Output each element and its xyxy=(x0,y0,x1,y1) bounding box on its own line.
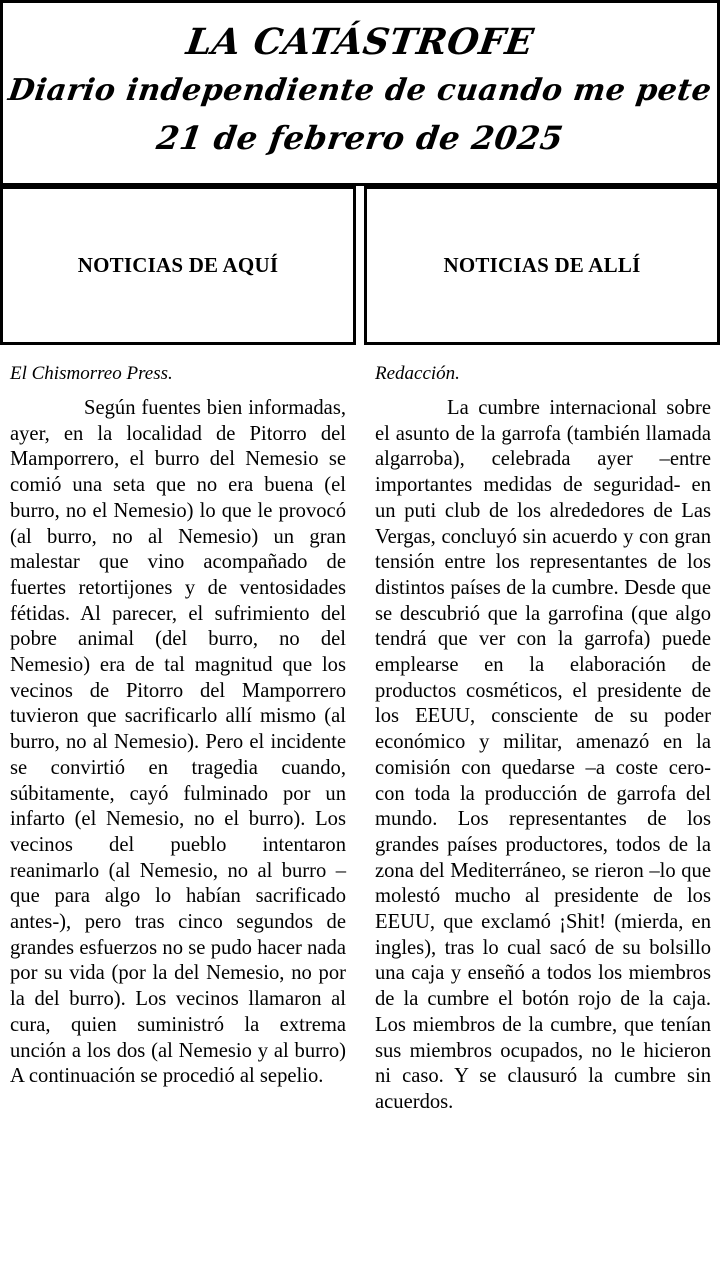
section-header-local xyxy=(0,186,356,345)
newspaper-date: 21 de febrero de 2025 xyxy=(154,119,566,157)
article-left-byline: El Chismorreo Press. xyxy=(10,363,173,384)
article-right-byline: Redacción. xyxy=(375,363,460,384)
section-heading-foreign: NOTICIAS DE ALLÍ xyxy=(443,253,641,277)
newspaper-title: LA CATÁSTROFE xyxy=(183,21,537,63)
section-header-foreign xyxy=(364,186,720,345)
article-right-body: La cumbre internacional sobre el asunto de la garrofa (también llamada algarroba), celebrada ayer –entre importantes medidas de seguridad- en un puti club de los alrededores de Las Vergas, concluyó sin acuerdo y con gran tensión entre los representantes de los distintos países de la cumbre. Desde que se descubrió que la garrofina (que algo tendrá que ver con la garrofa) puede emplearse en la elaboración de productos cosméticos, el presidente de los EEUU, consciente de su poder económico y militar, amenazó en la comisión con quedarse –a coste cero- con toda la producción de garrofa del mundo. Los representantes de los grandes países productores, todos de la zona del Mediterráneo, se rieron –lo que molestó mucho al presidente de los EEUU, que exclamó ¡Shit! (mierda, en ingles), tras lo cual sacó de su bolsillo una caja y enseñó a todos los miembros de la cumbre el botón rojo de la caja. Los miembros de la cumbre, que tenían sus miembros ocupados, no le hicieron ni caso. Y se clausuró la cumbre sin acuerdos. xyxy=(375,397,711,1113)
section-heading-local: NOTICIAS DE AQUÍ xyxy=(77,253,279,277)
article-right xyxy=(375,362,711,1116)
article-left xyxy=(10,362,346,1090)
newspaper-subtitle: Diario independiente de cuando me pete xyxy=(6,73,714,108)
masthead xyxy=(0,0,720,186)
article-left-body: Según fuentes bien informadas, ayer, en la localidad de Pitorro del Mamporrero, el burro del Nemesio se comió una seta que no era buena (el burro, no el Nemesio) lo que le provocó (al burro, no al Nemesio) un gran malestar que vino acompañado de fuertes retortijones y de ventosidades fétidas. Al parecer, el sufrimiento del pobre animal (del burro, no del Nemesio) era de tal magnitud que los vecinos de Pitorro del Mamporrero tuvieron que sacrificarlo allí mismo (al burro, no al Nemesio). Pero el incidente se convirtió en tragedia cuando, súbitamente, cayó fulminado por un infarto (el Nemesio, no el burro). Los vecinos del pueblo intentaron reanimarlo (al Nemesio, no al burro –que para algo lo habían sacrificado antes-), pero tras cinco segundos de grandes esfuerzos no se pudo hacer nada por su vida (por la del Nemesio, no por la del burro). Los vecinos llamaron al cura, quien suministró la extrema unción a los dos (al Nemesio y al burro) A continuación se procedió al sepelio. xyxy=(10,397,346,1088)
